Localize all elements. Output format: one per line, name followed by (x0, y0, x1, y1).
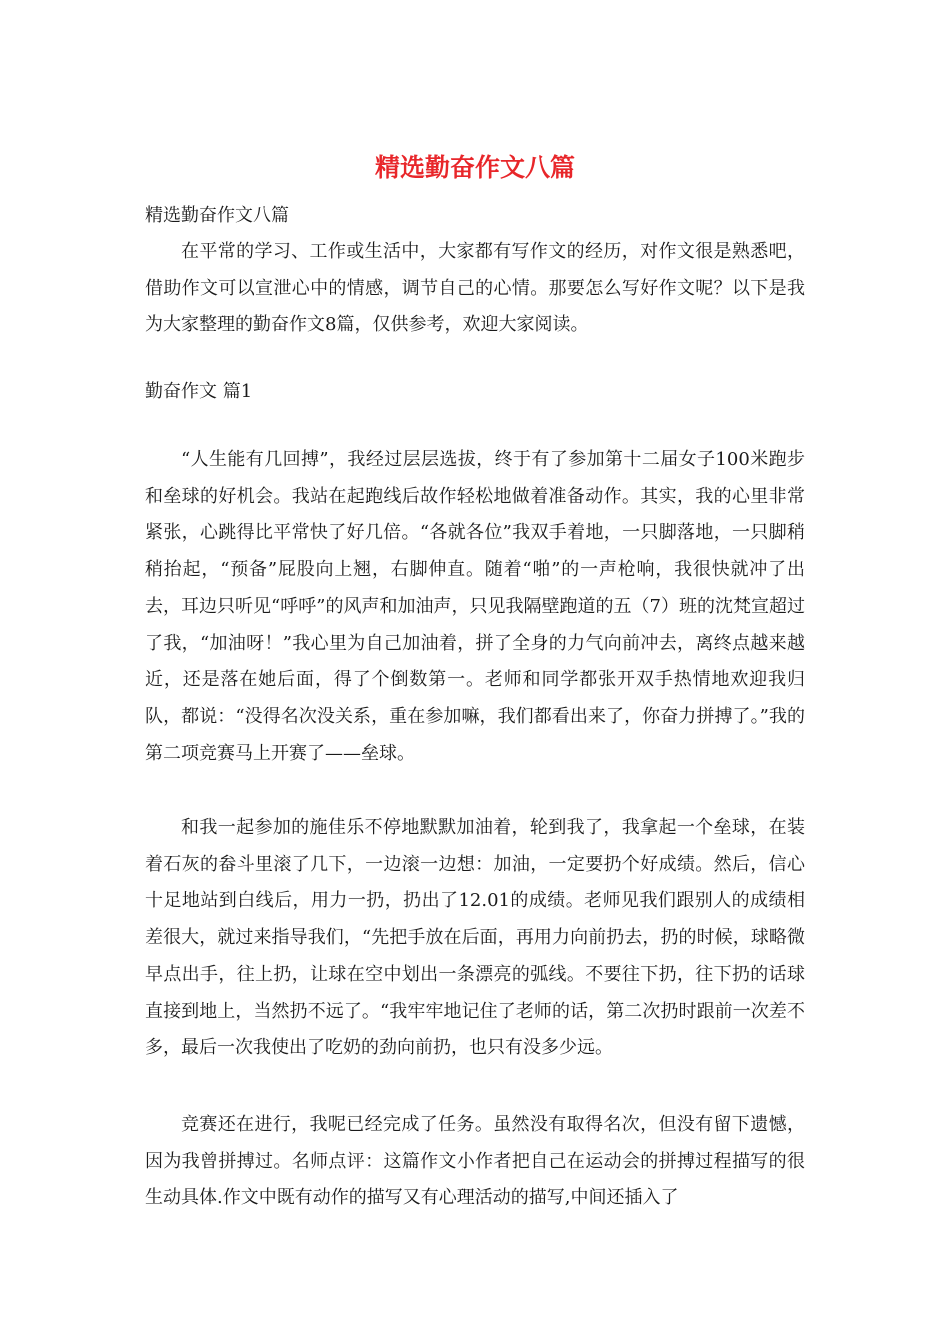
document-subtitle: 精选勤奋作文八篇 (145, 205, 289, 226)
document-title: 精选勤奋作文八篇 (374, 153, 575, 182)
essay-paragraph: 竞赛还在进行，我呢已经完成了任务。虽然没有取得名次，但没有留下遗憾，因为我曾拼搏过。名师点评：这篇作文小作者把自己在运动会的拼搏过程描写的很生动具体.作文中既有动作的描写又有心理活动的描写,中间还插入了 (145, 1114, 805, 1209)
essay-paragraph: “人生能有几回搏”，我经过层层选拔，终于有了参加第十二届女子100米跑步和垒球的好机会。我站在起跑线后故作轻松地做着准备动作。其实，我的心里非常紧张，心跳得比平常快了好几倍。“各就各位”我双手着地，一只脚落地，一只脚稍稍抬起，“预备”屁股向上翘，右脚伸直。随着“啪”的一声枪响，我很快就冲了出去，耳边只听见“呼呼”的风声和加油声，只见我隔壁跑道的五（7）班的沈梵宣超过了我，“加油呀！”我心里为自己加油着，拼了全身的力气向前冲去，离终点越来越近，还是落在她后面，得了个倒数第一。老师和同学都张开双手热情地欢迎我归队，都说：“没得名次没关系，重在参加嘛，我们都看出来了，你奋力拼搏了。”我的第二项竞赛马上开赛了——垒球。 (145, 449, 805, 764)
intro-paragraph: 在平常的学习、工作或生活中，大家都有写作文的经历，对作文很是熟悉吧，借助作文可以宣泄心中的情感，调节自己的心情。那要怎么写好作文呢？以下是我为大家整理的勤奋作文8篇，仅供参考，欢迎大家阅读。 (145, 241, 805, 336)
section-heading: 勤奋作文 篇1 (145, 381, 253, 402)
essay-paragraph: 和我一起参加的施佳乐不停地默默加油着，轮到我了，我拿起一个垒球，在装着石灰的畚斗里滚了几下，一边滚一边想：加油，一定要扔个好成绩。然后，信心十足地站到白线后，用力一扔，扔出了12.01的成绩。老师见我们跟别人的成绩相差很大，就过来指导我们，“先把手放在后面，再用力向前扔去，扔的时候，球略微早点出手，往上扔，让球在空中划出一条漂亮的弧线。不要往下扔，往下扔的话球直接到地上，当然扔不远了。“我牢牢地记住了老师的话，第二次扔时跟前一次差不多，最后一次我使出了吃奶的劲向前扔，也只有没多少远。 (145, 817, 805, 1059)
